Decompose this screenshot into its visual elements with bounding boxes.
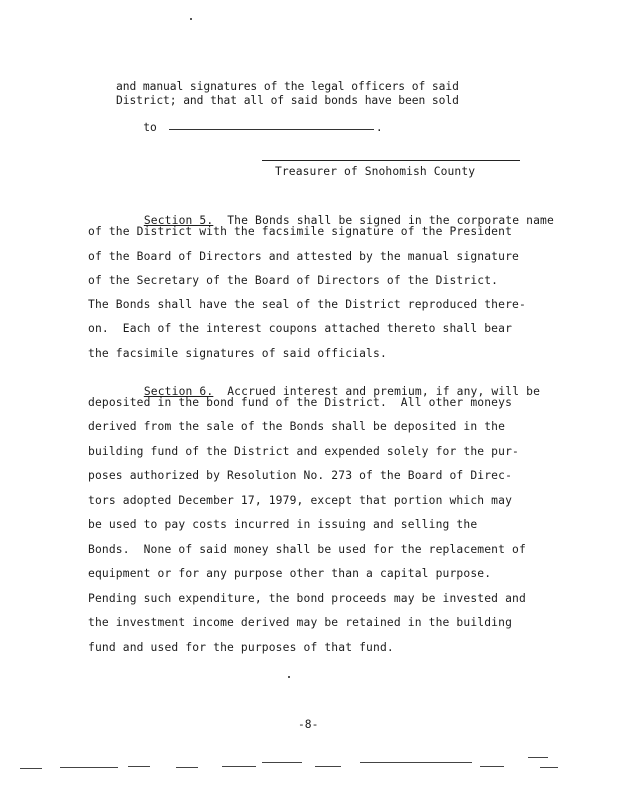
section-5-line: of the Board of Directors and attested by the manual signature <box>88 250 519 263</box>
section-5-line: of the District with the facsimile signature of the President <box>88 225 513 238</box>
scan-edge-rule <box>262 762 302 763</box>
intro-line-3-suffix: . <box>375 121 383 134</box>
scan-edge-rule <box>315 766 341 767</box>
section-5-line: of the Secretary of the Board of Directors of the District. <box>88 274 499 287</box>
page-number: -8- <box>298 718 319 731</box>
section-6-line: equipment or for any purpose other than a capital purpose. <box>88 567 492 580</box>
section-6-line: tors adopted December 17, 1979, except that portion which may <box>88 494 513 507</box>
scan-edge-rule <box>128 766 150 767</box>
intro-line-3 <box>116 108 383 147</box>
signature-line <box>262 160 520 161</box>
scan-speck <box>288 676 290 678</box>
section-6-line: poses authorized by Resolution No. 273 of the Board of Direc- <box>88 469 513 482</box>
section-6-line: Pending such expenditure, the bond proceeds may be invested and <box>88 592 526 605</box>
section-5-line: The Bonds shall have the seal of the District reproduced there- <box>88 298 526 311</box>
section-5-line: on. Each of the interest coupons attached thereto shall bear <box>88 322 513 335</box>
scan-edge-rule <box>60 767 118 768</box>
intro-line-2: District; and that all of said bonds have been sold <box>116 94 459 107</box>
section-5-heading: Section 5. <box>143 214 214 227</box>
scan-edge-rule <box>222 766 256 767</box>
signature-title: Treasurer of Snohomish County <box>275 165 476 178</box>
section-5-first-text: The Bonds shall be signed in the corporate name <box>227 214 554 227</box>
scan-edge-rule <box>360 762 472 763</box>
purchaser-blank-line <box>169 129 374 130</box>
section-6-line: deposited in the bond fund of the District. All other moneys <box>88 396 513 409</box>
scan-edge-rule <box>540 767 558 768</box>
section-6-line: fund and used for the purposes of that fund. <box>88 641 394 654</box>
section-5-line: the facsimile signatures of said officials. <box>88 347 387 360</box>
section-6-line: be used to pay costs incurred in issuing and selling the <box>88 518 478 531</box>
scan-speck <box>190 18 192 20</box>
intro-line-3-prefix: to <box>143 121 157 134</box>
section-6-line: building fund of the District and expended solely for the pur- <box>88 445 519 458</box>
section-6-line: the investment income derived may be retained in the building <box>88 616 513 629</box>
scan-edge-rule <box>480 766 504 767</box>
scan-edge-rule <box>176 767 198 768</box>
section-6-line: derived from the sale of the Bonds shall be deposited in the <box>88 420 506 433</box>
section-6-heading: Section 6. <box>143 385 214 398</box>
section-6-line: Bonds. None of said money shall be used for the replacement of <box>88 543 526 556</box>
section-6-first-text: Accrued interest and premium, if any, will be <box>227 385 541 398</box>
scan-edge-rule <box>20 768 42 769</box>
scan-edge-rule <box>528 757 548 758</box>
intro-line-1: and manual signatures of the legal officers of said <box>116 80 459 93</box>
